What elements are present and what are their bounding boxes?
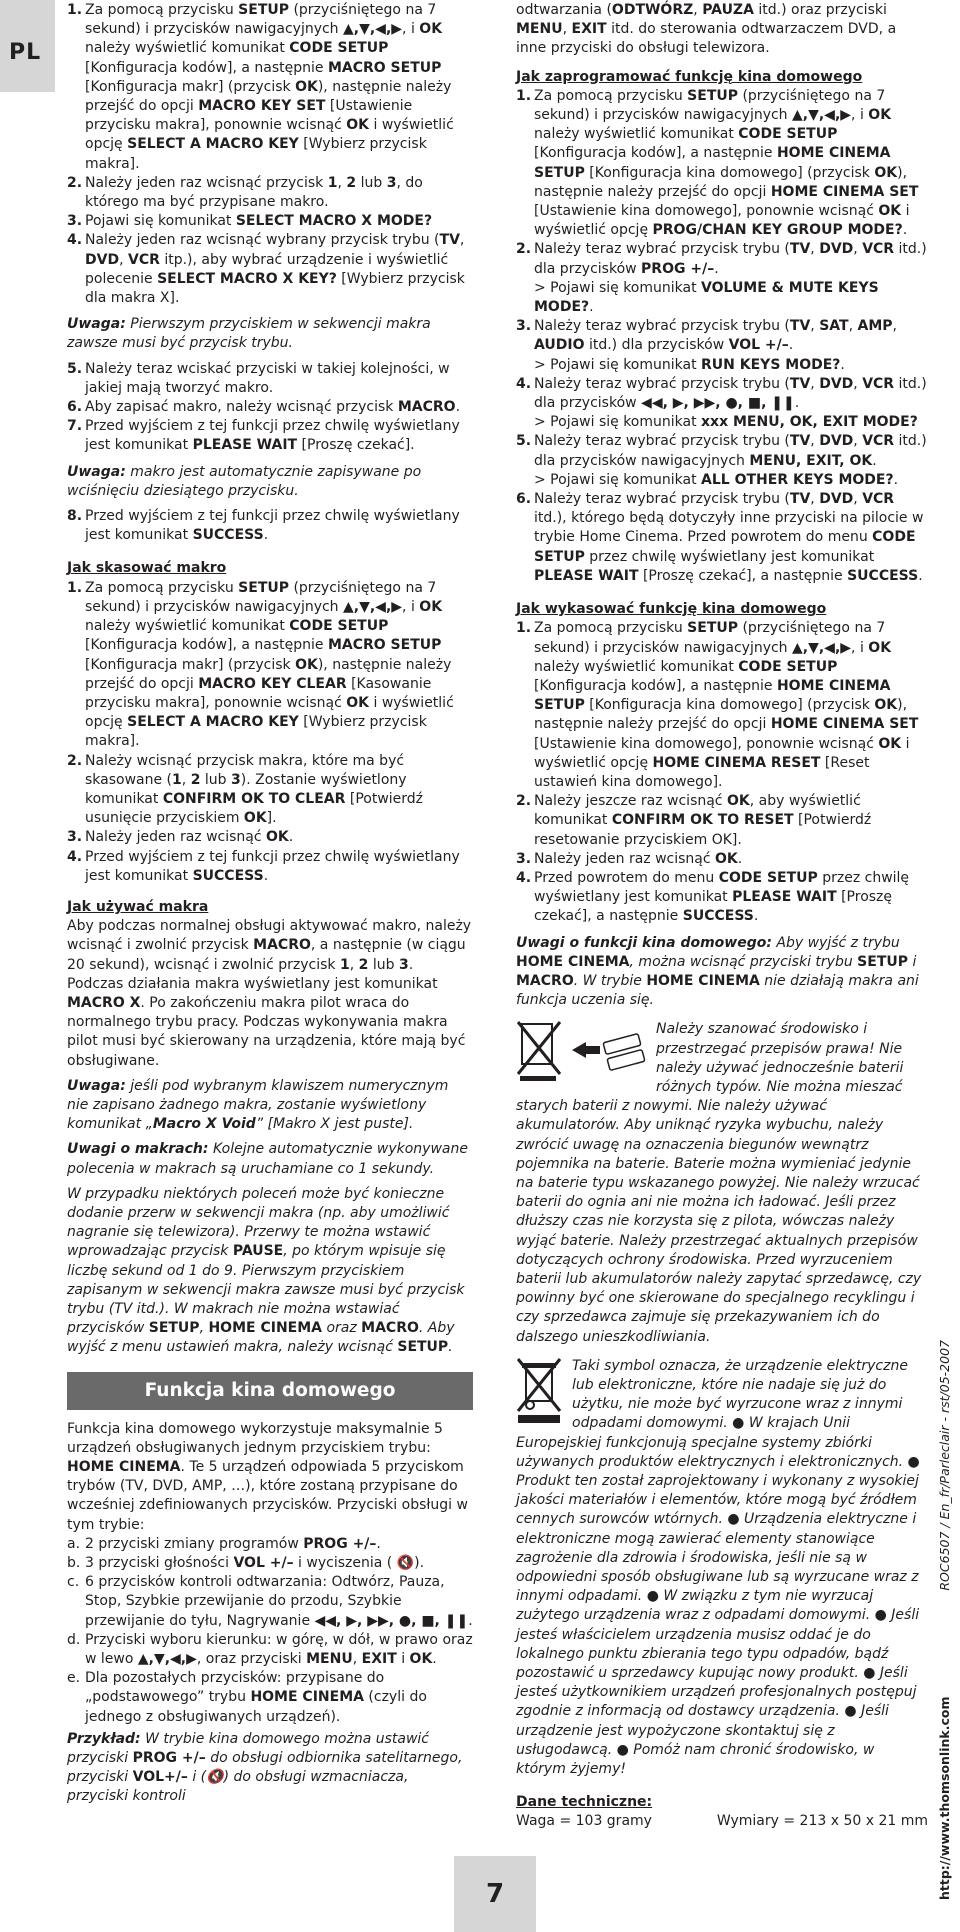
list-item [67, 212, 473, 231]
note-first-key: Uwaga: Pierwszym przyciskiem w sekwencji makra zawsze musi być przycisk trybu. [67, 316, 431, 352]
list-number: 7. [67, 418, 83, 435]
list-item [67, 1554, 473, 1573]
list-number: 3. [67, 213, 83, 230]
side-url: http://www.thomsonlink.com [937, 1696, 952, 1900]
language-tab [0, 0, 55, 92]
home-cinema-delete-steps [516, 619, 928, 926]
list-number: 4. [516, 375, 532, 392]
list-item [516, 240, 928, 317]
list-item [516, 375, 928, 433]
use-macro-paragraph: Aby podczas normalnej obsługi aktywować makro, należy wcisnąć i zwolnić przycisk MACRO, a następnie (w ciągu 20 sekund), wcisnąć i zwolnić przycisk 1, 2 lub 3. Podczas działania makra wyświetlany jest komunikat MACRO X. Po zakończeniu makra pilot wraca do normalnego trybu pracy. Podczas wykonywania makra pilot musi być skierowany na urządzenia, które mają być obsługiwane. [67, 918, 472, 1069]
list-item [516, 317, 928, 375]
list-item [67, 848, 473, 886]
heading-tech-data: Dane techniczne: [516, 1794, 653, 1811]
list-text: Należy teraz wciskać przyciski w takiej kolejności, w jakiej mają tworzyć makro. [85, 360, 450, 396]
list-item [516, 792, 928, 850]
list-text: Pojawi się komunikat SELECT MACRO X MODE? [85, 213, 433, 230]
heading-program-home-cinema: Jak zaprogramować funkcję kina domowego [516, 68, 863, 85]
tech-weight: Waga = 103 gramy [516, 1813, 652, 1830]
list-number: 5. [67, 360, 83, 377]
note-pauses: W przypadku niektórych poleceń może być konieczne dodanie przerw w sekwencji makra (np. aby umożliwić nagranie się telewizora). Przerwy te można wstawić wprowadzając przycisk PAUSE, po którym wpisuje się liczbę sekund od 1 do 9. Pierwszym przyciskiem zapisanym w sekwencji makra zawsze musi być przycisk trybu (TV itd.). W makrach nie można wstawiać przycisków SETUP, HOME CINEMA oraz MACRO. Aby wyjść z menu ustawień makra, należy wcisnąć SETUP. [67, 1185, 465, 1356]
list-text: Należy jeden raz wcisnąć przycisk 1, 2 lub 3, do którego ma być przypisane makro. [85, 174, 423, 211]
list-number: 2. [516, 241, 532, 258]
list-number: 3. [516, 318, 532, 335]
list-item [516, 619, 928, 792]
right-column [516, 0, 928, 1832]
list-number: 1. [516, 87, 532, 104]
list-text: Przyciski wyboru kierunku: w górę, w dół, w prawo oraz w lewo ▲,▼,◀,▶, oraz przyciski MENU, EXIT i OK. [85, 1631, 473, 1668]
battery-warning [516, 1020, 928, 1346]
list-text: Należy teraz wybrać przycisk trybu (TV, DVD, VCR itd.) dla przycisków ◀◀, ▶, ▶▶, ●, ■, ❚❚. > Pojawi się komunikat xxx MENU, OK, EXIT MODE? [534, 375, 927, 431]
macro-create-steps [67, 1, 473, 308]
list-number: 6. [516, 491, 532, 508]
list-text: Należy jeszcze raz wcisnąć OK, aby wyświetlić komunikat CONFIRM OK TO RESET [Potwierdź resetowanie przyciskiem OK]. [534, 793, 872, 848]
list-item [67, 507, 473, 545]
list-number: 8. [67, 508, 83, 525]
battery-disposal-icon [516, 1020, 648, 1084]
list-number: 6. [67, 399, 83, 416]
list-text: Przed wyjściem z tej funkcji przez chwilę wyświetlany jest komunikat PLEASE WAIT [Proszę czekać]. [85, 418, 460, 454]
list-item [516, 850, 928, 869]
list-number: c. [67, 1574, 80, 1591]
list-text: Należy jeden raz wcisnąć OK. [85, 829, 294, 846]
macro-create-steps-2 [67, 360, 473, 456]
battery-text: Należy szanować środowisko i przestrzegać przepisów prawa! Nie należy używać jednocześnie baterii różnych typów. Nie można mieszać starych baterii z nowymi. Nie należy używać akumulatorów. Aby uniknąć ryzyka wybuchu, należy zwrócić uwagę na oznaczenia biegunów wewnątrz pojemnika na baterie. Baterie można wymieniać jedynie na baterie typu wskazanego powyżej. Nie należy wrzucać baterii do ognia ani nie można ich ładować. Jeśli przez dłuższy czas nie korzysta się z pilota, wówczas należy wyjąć baterie. Należy przestrzegać aktualnych przepisów dotyczących ochrony środowiska. Przed wyrzuceniem baterii lub akumulatorów należy zapytać sprzedawcę, czy powinny być one skierowane do specjalnego recyklingu i czy sprzedawca zajmuje się przekazywaniem ich do dalszego unieszkodliwiania. [516, 1021, 922, 1345]
list-number: e. [67, 1670, 81, 1687]
list-text: 6 przycisków kontroli odtwarzania: Odtwórz, Pauza, Stop, Szybkie przewijanie do przodu, Szybkie przewijanie do tyłu, Nagrywanie ◀◀, ▶, ▶▶, ●, ■, ❚❚. [85, 1574, 473, 1629]
list-text: 2 przyciski zmiany programów PROG +/–. [85, 1535, 381, 1552]
heading-use-macro: Jak używać makra [67, 898, 209, 915]
side-code: ROC6507 / En_fr/Parleclair - rst/05-2007 [937, 1340, 952, 1591]
side-footer [933, 1340, 957, 1900]
note-empty-macro: Uwaga: jeśli pod wybranym klawiszem numerycznym nie zapisano żadnego makra, zostanie wyświetlony komunikat „Macro X Void” [Makro X jest puste]. [67, 1077, 449, 1133]
list-item [516, 869, 928, 927]
home-cinema-program-steps [516, 87, 928, 586]
list-number: 4. [67, 232, 83, 249]
list-text: 3 przyciski głośności VOL +/– i wyciszenia ( 🔇). [85, 1555, 425, 1572]
left-column [67, 0, 473, 1807]
list-item [67, 360, 473, 398]
section-band-home-cinema: Funkcja kina domowego [67, 1372, 473, 1410]
list-item [67, 1, 473, 174]
macro-create-steps-3 [67, 507, 473, 545]
note-macros: Uwagi o makrach: Kolejne automatycznie wykonywane polecenia w makrach są uruchamiane co 1 sekundy. [67, 1141, 468, 1177]
heading-delete-macro: Jak skasować makro [67, 560, 227, 577]
list-number: 3. [67, 829, 83, 846]
list-text: Za pomocą przycisku SETUP (przyciśniętego na 7 sekund) i przycisków nawigacyjnych ▲,▼,◀,▶, i OK należy wyświetlić komunikat CODE SETUP [Konfiguracja kodów], a następnie MACRO SETUP [Konfiguracja makr] (przycisk OK), następnie należy przejść do opcji MACRO KEY CLEAR [Kasowanie przycisku makra], ponownie wcisnąć OK i wyświetlić opcję SELECT A MACRO KEY [Wybierz przycisk makra]. [85, 579, 454, 750]
list-number: 4. [67, 848, 83, 865]
list-item [67, 417, 473, 455]
list-text: Należy teraz wybrać przycisk trybu (TV, SAT, AMP, AUDIO itd.) dla przycisków VOL +/–. > Pojawi się komunikat RUN KEYS MODE?. [534, 318, 897, 373]
tech-data-row [516, 1812, 928, 1831]
list-item [67, 1573, 473, 1631]
list-item [67, 1631, 473, 1669]
list-text: Należy teraz wybrać przycisk trybu (TV, DVD, VCR itd.) dla przycisków PROG +/–. > Pojawi się komunikat VOLUME & MUTE KEYS MODE?. [534, 241, 927, 316]
list-item [67, 398, 473, 417]
list-text: Za pomocą przycisku SETUP (przyciśniętego na 7 sekund) i przycisków nawigacyjnych ▲,▼,◀,▶, i OK należy wyświetlić komunikat CODE SETUP [Konfiguracja kodów], a następnie MACRO SETUP [Konfiguracja makr] (przycisk OK), następnie należy przejść do opcji MACRO KEY SET [Ustawienie przycisku makra], ponownie wcisnąć OK i wyświetlić opcję SELECT A MACRO KEY [Wybierz przycisk makra]. [85, 2, 454, 172]
heading-delete-home-cinema: Jak wykasować funkcję kina domowego [516, 601, 827, 618]
list-text: Należy jeden raz wcisnąć OK. [534, 850, 743, 867]
list-item [67, 1669, 473, 1727]
list-item [516, 432, 928, 490]
list-number: b. [67, 1555, 81, 1572]
macro-delete-steps [67, 579, 473, 886]
list-number: a. [67, 1535, 81, 1552]
list-number: 1. [67, 579, 83, 596]
list-item [67, 752, 473, 829]
weee-bin-icon [516, 1357, 564, 1425]
list-item [67, 1535, 473, 1554]
list-text: Należy teraz wybrać przycisk trybu (TV, DVD, VCR itd.) dla przycisków nawigacyjnych MENU, EXIT, OK. > Pojawi się komunikat ALL OTHER KEYS MODE?. [534, 433, 927, 488]
note-auto-save: Uwaga: makro jest automatycznie zapisywane po wciśnięciu dziesiątego przycisku. [67, 463, 422, 499]
list-item [67, 828, 473, 847]
list-number: 1. [67, 2, 83, 18]
home-cinema-key-list [67, 1535, 473, 1727]
list-text: Należy wcisnąć przycisk makra, które ma być skasowane (1, 2 lub 3). Zostanie wyświetlony komunikat CONFIRM OK TO CLEAR [Potwierdź usunięcie przyciskiem OK]. [85, 752, 424, 827]
list-text: Przed wyjściem z tej funkcji przez chwilę wyświetlany jest komunikat SUCCESS. [85, 848, 460, 884]
list-text: Należy teraz wybrać przycisk trybu (TV, DVD, VCR itd.), którego będą dotyczyły inne przyciski na pilocie w trybie Home Cinema. Przed powrotem do menu CODE SETUP przez chwilę wyświetlany jest komunikat PLEASE WAIT [Proszę czekać], a następnie SUCCESS. [534, 491, 924, 584]
list-item [67, 174, 473, 212]
language-label: PL [9, 40, 42, 65]
list-text: Należy jeden raz wcisnąć wybrany przycisk trybu (TV, DVD, VCR itp.), aby wybrać urządzenie i wyświetlić polecenie SELECT MACRO X KEY? [Wybierz przycisk dla makra X]. [85, 232, 465, 307]
list-text: Przed powrotem do menu CODE SETUP przez chwilę wyświetlany jest komunikat PLEASE WAIT [Proszę czekać], a następnie SUCCESS. [534, 869, 910, 925]
list-number: 4. [516, 869, 532, 886]
list-item [67, 231, 473, 308]
home-cinema-paragraph: Funkcja kina domowego wykorzystuje maksymalnie 5 urządzeń obsługiwanych jednym przyciskiem trybu: HOME CINEMA. Te 5 urządzeń odpowiada 5 przyciskom trybów (TV, DVD, AMP, …), które zostaną przypisane do wcześniej zdefiniowanych przycisków. Przyciski obsługi w tym trybie: [67, 1420, 468, 1533]
note-home-cinema: Uwagi o funkcji kina domowego: Aby wyjść z trybu HOME CINEMA, można wcisnąć przyciski trybu SETUP i MACRO. W trybie HOME CINEMA nie działają makra ani funkcja uczenia się. [516, 934, 919, 1009]
list-number: 1. [516, 620, 532, 637]
list-number: 5. [516, 433, 532, 450]
continued-paragraph: odtwarzania (ODTWÓRZ, PAUZA itd.) oraz przyciski MENU, EXIT itd. do sterowania odtwarzaczem DVD, a inne przyciski do obsługi telewizora. [516, 2, 897, 57]
list-text: Aby zapisać makro, należy wcisnąć przycisk MACRO. [85, 399, 461, 416]
list-text: Za pomocą przycisku SETUP (przyciśniętego na 7 sekund) i przycisków nawigacyjnych ▲,▼,◀,▶, i OK należy wyświetlić komunikat CODE SETUP [Konfiguracja kodów], a następnie HOME CINEMA SETUP [Konfiguracja kina domowego] (przycisk OK), następnie należy przejść do opcji HOME CINEMA SET [Ustawienie kina domowego], ponownie wcisnąć OK i wyświetlić opcję PROG/CHAN KEY GROUP MODE?. [534, 87, 919, 239]
example-paragraph: Przykład: W trybie kina domowego można ustawić przyciski PROG +/– do obsługi odbiornika satelitarnego, przyciski VOL+/– i (🔇) do obsługi wzmacniacza, przyciski kontroli [67, 1730, 463, 1805]
list-number: 2. [516, 793, 532, 810]
list-number: 2. [67, 752, 83, 769]
list-number: 2. [67, 174, 83, 191]
list-item [516, 87, 928, 241]
list-text: Przed wyjściem z tej funkcji przez chwilę wyświetlany jest komunikat SUCCESS. [85, 508, 460, 544]
tech-dimensions: Wymiary = 213 x 50 x 21 mm [716, 1813, 928, 1830]
list-number: 3. [516, 850, 532, 867]
list-item [516, 490, 928, 586]
list-text: Za pomocą przycisku SETUP (przyciśniętego na 7 sekund) i przycisków nawigacyjnych ▲,▼,◀,▶, i OK należy wyświetlić komunikat CODE SETUP [Konfiguracja kodów], a następnie HOME CINEMA SETUP [Konfiguracja kina domowego] (przycisk OK), następnie należy przejść do opcji HOME CINEMA SET [Ustawienie kina domowego], ponownie wcisnąć OK i wyświetlić opcję HOME CINEMA RESET [Reset ustawień kina domowego]. [534, 620, 919, 790]
list-item [67, 579, 473, 752]
list-text: Dla pozostałych przycisków: przypisane do „podstawowego” trybu HOME CINEMA (czyli do jednego z obsługiwanych urządzeń). [85, 1670, 427, 1725]
list-number: d. [67, 1631, 81, 1648]
weee-notice [516, 1357, 928, 1779]
page-number: 7 [454, 1856, 536, 1932]
weee-text: Taki symbol oznacza, że urządzenie elektryczne lub elektroniczne, które nie nadaje się już do użytku, nie może być wyrzucone wraz z innymi odpadami domowymi. ● W krajach Unii Europejskiej funkcjonują specjalne systemy zbiórki używanych produktów elektrycznych i elektronicznych. ● Produkt ten został zaprojektowany i wykonany z wysokiej jakości materiałów i elementów, które mogą być źródłem cennych surowców wtórnych. ● Urządzenia elektryczne i elektroniczne mogą zawierać elementy stanowiące zagrożenie dla zdrowia i środowiska, jeśli nie są w odpowiedni sposób obsługiwane lub są wyrzucane wraz z innymi odpadami. ● W związku z tym nie wyrzucaj zużytego urządzenia wraz z odpadami domowymi. ● Jeśli jesteś właścicielem urządzenia musisz oddać je do lokalnego punktu zbierania tego typu odpadów, bądź pozostawić u sprzedawcy kupując nowy produkt. ● Jeśli jesteś użytkownikiem urządzeń profesjonalnych postępuj zgodnie z informacją od dostawcy urządzenia. ● Jeśli urządzenie jest wypożyczone skontaktuj się z usługodawcą. ● Pomóż nam chronić środowisko, w którym żyjemy! [516, 1357, 920, 1778]
